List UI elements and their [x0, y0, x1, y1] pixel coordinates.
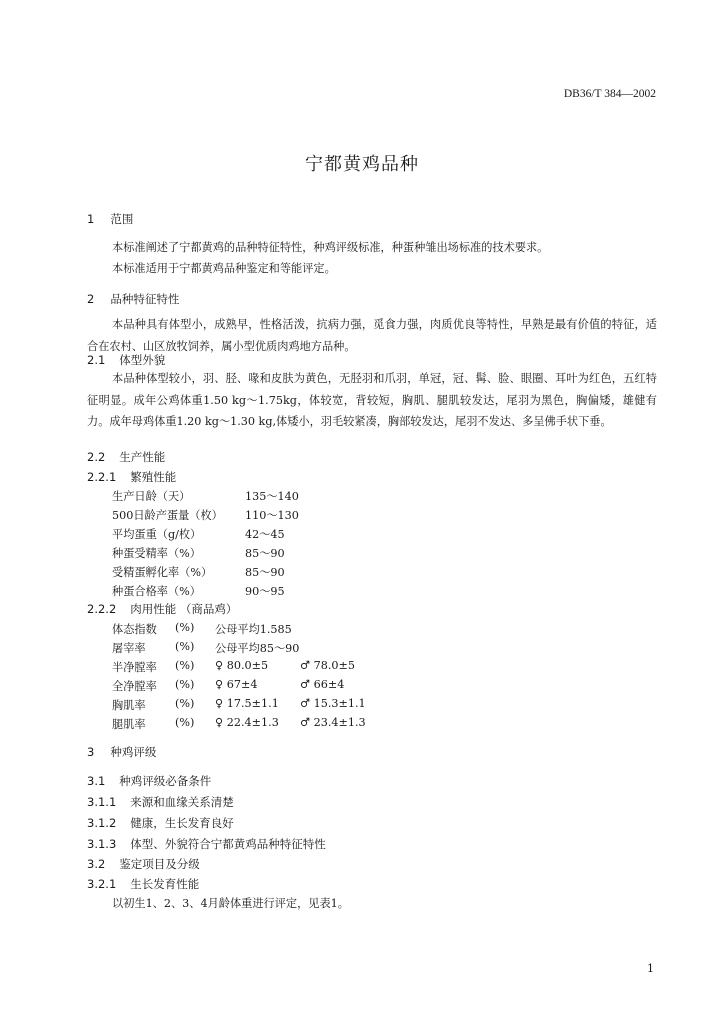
meat-label: 胸肌率: [112, 699, 146, 712]
section-heading-3-1-2: [87, 815, 234, 831]
section-title: 种鸡评级必备条件: [119, 774, 212, 788]
paragraph: 本品种体型较小，羽、胫、喙和皮肤为黄色，无胫羽和爪羽，单冠，冠、髯、脸、眼圈、耳叶为红色，五红特征明显。成年公鸡体重1.50 kg～1.75kg，体较宽，背较短，胸肌、腿肌较发达，尾羽为黑色，胸偏矮，雄健有力。成年母鸡体重1.20 kg～1.30 kg,体矮小，羽毛较紧凑，胸部较发达，尾羽不发达、多呈佛手状下垂。: [87, 372, 657, 428]
section-heading-3-1-1: [87, 794, 234, 810]
page-title: 宁都黄鸡品种: [305, 154, 419, 175]
meat-label: 屠宰率: [112, 642, 146, 655]
section-number: 2.2: [87, 450, 106, 464]
repro-value: 135～140: [245, 490, 299, 503]
section-title: 种鸡评级: [110, 745, 157, 759]
repro-label: 受精蛋孵化率（%）: [112, 566, 213, 579]
section-number: 3.1: [87, 774, 106, 788]
paragraph: 以初生1、2、3、4月龄体重进行评定，见表1。: [112, 897, 349, 910]
meat-unit: (%): [175, 697, 195, 710]
meat-male: ♂ 15.3±1.1: [300, 697, 366, 710]
meat-label: 体态指数: [112, 623, 157, 636]
repro-value: 42～45: [245, 528, 285, 541]
paragraph: 本标准阐述了宁都黄鸡的品种特征特性，种鸡评级标准，种蛋种雏出场标准的技术要求。: [112, 241, 549, 254]
section-number: 3.1.1: [87, 795, 117, 809]
section-title: 健康，生长发育良好: [130, 816, 234, 830]
repro-label: 种蛋合格率（%）: [112, 585, 201, 598]
meat-female: ♀ 22.4±1.3: [215, 716, 279, 729]
section-title: 体型、外貌符合宁都黄鸡品种特征特性: [130, 837, 326, 851]
repro-label: 种蛋受精率（%）: [112, 547, 201, 560]
section-title: 繁殖性能: [130, 470, 177, 484]
meat-label: 半净膛率: [112, 661, 157, 674]
section-heading-2-2-1: [87, 469, 176, 485]
meat-unit: (%): [175, 659, 195, 672]
section-number: 1: [87, 212, 95, 226]
section-title: 肉用性能 （商品鸡）: [130, 602, 238, 616]
meat-female: ♀ 17.5±1.1: [215, 697, 279, 710]
meat-female: ♀ 67±4: [215, 678, 258, 691]
meat-label: 全净膛率: [112, 680, 157, 693]
meat-female: 公母平均1.585: [215, 623, 292, 636]
section-heading-2-1: [87, 352, 165, 368]
section-number: 2.2.1: [87, 470, 117, 484]
meat-unit: (%): [175, 716, 195, 729]
section-heading-2-2-2: [87, 601, 237, 617]
meat-male: ♂ 78.0±5: [300, 659, 355, 672]
repro-value: 90～95: [245, 585, 285, 598]
section-number: 3: [87, 745, 95, 759]
page-number: 1: [647, 962, 654, 975]
section-number: 3.2.1: [87, 877, 117, 891]
meat-female: ♀ 80.0±5: [215, 659, 269, 672]
document-number: DB36/T 384—2002: [563, 88, 656, 100]
section-title: 品种特征特性: [110, 292, 180, 306]
repro-value: 85～90: [245, 566, 285, 579]
meat-label: 腿肌率: [112, 718, 146, 731]
meat-unit: (%): [175, 621, 195, 634]
section-title: 范围: [110, 212, 134, 226]
repro-label: 平均蛋重（g/枚）: [112, 528, 202, 541]
section-title: 来源和血缘关系清楚: [130, 795, 234, 809]
meat-unit: (%): [175, 640, 195, 653]
section-heading-3: [87, 744, 156, 760]
meat-male: ♂ 66±4: [300, 678, 345, 691]
section-title: 生长发育性能: [130, 877, 200, 891]
repro-label: 500日龄产蛋量（枚）: [112, 509, 223, 522]
paragraph: 本标准适用于宁都黄鸡品种鉴定和等能评定。: [112, 262, 336, 275]
section-heading-3-2-1: [87, 876, 199, 892]
section-number: 2.2.2: [87, 602, 117, 616]
section-number: 3.1.3: [87, 837, 117, 851]
section-heading-1: [87, 211, 133, 227]
repro-label: 生产日龄（天）: [112, 490, 191, 503]
section-number: 3.2: [87, 857, 106, 871]
meat-unit: (%): [175, 678, 195, 691]
section-title: 鉴定项目及分级: [119, 857, 200, 871]
section-number: 2.1: [87, 353, 106, 367]
section-title: 体型外貌: [119, 353, 166, 367]
section-title: 生产性能: [119, 450, 166, 464]
section-heading-3-1-3: [87, 836, 326, 852]
section-number: 3.1.2: [87, 816, 117, 830]
section-heading-3-1: [87, 773, 211, 789]
meat-male: ♂ 23.4±1.3: [300, 716, 366, 729]
section-heading-3-2: [87, 856, 200, 872]
repro-value: 85～90: [245, 547, 285, 560]
meat-female: 公母平均85～90: [215, 642, 300, 655]
section-number: 2: [87, 292, 95, 306]
repro-value: 110～130: [245, 509, 299, 522]
section-heading-2: [87, 291, 179, 307]
section-heading-2-2: [87, 449, 165, 465]
paragraph: 本品种具有体型小，成熟早，性格活泼，抗病力强，觅食力强，肉质优良等特性，早熟是最有价值的特征，适合在农村、山区放牧饲养，属小型优质肉鸡地方品种。: [87, 318, 657, 353]
